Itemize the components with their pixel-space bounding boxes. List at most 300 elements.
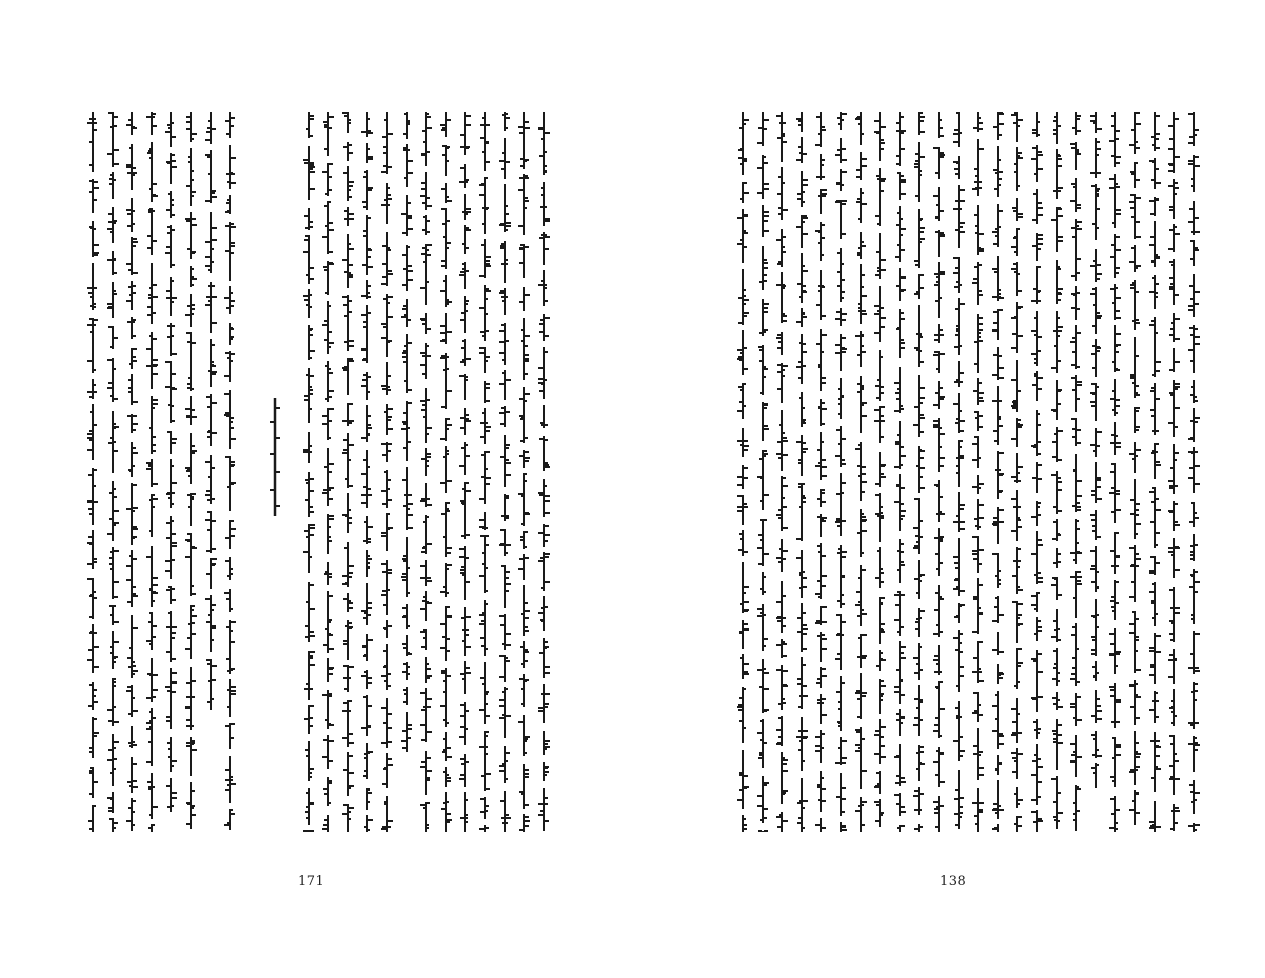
- script-word: [480, 408, 490, 444]
- script-word: [186, 266, 196, 287]
- script-word: [934, 147, 944, 179]
- right-page-text-column: [1091, 112, 1101, 792]
- script-word: [1169, 380, 1179, 437]
- script-word: [856, 727, 866, 789]
- script-word: [382, 404, 392, 435]
- script-word: [402, 195, 412, 236]
- script-word: [895, 793, 905, 816]
- script-word: [856, 797, 866, 832]
- script-word: [186, 294, 196, 327]
- script-word: [519, 585, 529, 636]
- script-word: [856, 331, 866, 367]
- script-word: [500, 614, 510, 650]
- script-word: [382, 112, 392, 174]
- script-word: [1110, 379, 1120, 416]
- script-word: [875, 350, 885, 401]
- script-word: [382, 644, 392, 690]
- script-word: [1012, 147, 1022, 191]
- script-word: [777, 363, 787, 403]
- script-word: [225, 112, 235, 138]
- script-word: [738, 562, 748, 613]
- script-word: [836, 614, 846, 670]
- script-word: [225, 589, 235, 612]
- script-word: [856, 152, 866, 180]
- script-word: [973, 499, 983, 530]
- script-word: [382, 470, 392, 508]
- script-word: [362, 788, 372, 810]
- script-word: [539, 182, 549, 226]
- script-word: [108, 207, 118, 243]
- script-word: [225, 195, 235, 214]
- script-word: [421, 215, 431, 235]
- script-word: [362, 516, 372, 544]
- script-word: [1169, 313, 1179, 342]
- script-word: [797, 435, 807, 476]
- script-word: [758, 831, 768, 832]
- script-word: [993, 112, 1003, 140]
- script-word: [304, 208, 314, 230]
- script-word: [362, 405, 372, 442]
- script-word: [914, 375, 924, 437]
- script-word: [147, 773, 157, 819]
- script-word: [323, 815, 333, 832]
- script-word: [1091, 287, 1101, 334]
- script-word: [1169, 804, 1179, 831]
- script-word: [147, 546, 157, 607]
- script-word: [816, 606, 826, 625]
- script-word: [166, 191, 176, 218]
- script-word: [304, 830, 314, 832]
- script-word: [225, 679, 235, 717]
- script-word: [127, 550, 137, 607]
- script-word: [127, 144, 137, 190]
- script-word: [1071, 325, 1081, 369]
- script-word: [1110, 683, 1120, 728]
- script-word: [323, 777, 333, 806]
- script-word: [421, 591, 431, 621]
- script-word: [362, 215, 372, 275]
- script-word: [1189, 736, 1199, 772]
- script-word: [343, 700, 353, 747]
- script-word: [914, 112, 924, 135]
- script-word: [1071, 142, 1081, 170]
- script-word: [875, 597, 885, 644]
- script-word: [460, 374, 470, 400]
- script-word: [875, 799, 885, 827]
- script-word: [127, 112, 137, 135]
- right-page-text-column: [993, 112, 1003, 832]
- script-word: [1150, 556, 1160, 575]
- script-word: [1012, 490, 1022, 541]
- script-word: [993, 347, 1003, 380]
- script-word: [323, 201, 333, 254]
- script-word: [1052, 380, 1062, 420]
- script-word: [836, 378, 846, 419]
- script-word: [1012, 787, 1022, 808]
- script-word: [1169, 224, 1179, 252]
- script-word: [816, 489, 826, 507]
- script-word: [816, 222, 826, 261]
- script-word: [856, 509, 866, 557]
- script-word: [993, 309, 1003, 340]
- script-word: [954, 361, 964, 387]
- script-word: [147, 612, 157, 650]
- script-word: [895, 367, 905, 413]
- script-word: [777, 665, 787, 710]
- script-word: [1189, 408, 1199, 442]
- script-word: [402, 537, 412, 597]
- script-word: [519, 318, 529, 380]
- script-word: [856, 188, 866, 223]
- script-word: [382, 560, 392, 615]
- script-word: [186, 667, 196, 730]
- script-word: [166, 778, 176, 812]
- script-word: [797, 334, 807, 384]
- script-word: [836, 737, 846, 765]
- script-word: [1091, 731, 1101, 758]
- script-word: [954, 538, 964, 596]
- script-word: [127, 685, 137, 717]
- script-word: [954, 156, 964, 179]
- right-page-text-column: [797, 112, 807, 832]
- script-word: [836, 676, 846, 731]
- script-word: [127, 798, 137, 831]
- script-word: [1110, 796, 1120, 832]
- script-word: [402, 712, 412, 752]
- script-word: [500, 687, 510, 738]
- script-word: [108, 251, 118, 275]
- left-page-text-column: [519, 112, 529, 832]
- script-word: [186, 493, 196, 526]
- script-word: [343, 804, 353, 832]
- script-word: [1110, 580, 1120, 620]
- script-word: [777, 167, 787, 220]
- script-word: [166, 361, 176, 423]
- script-word: [166, 153, 176, 184]
- script-word: [856, 442, 866, 501]
- script-word: [1012, 648, 1022, 689]
- script-word: [993, 256, 1003, 301]
- script-word: [108, 631, 118, 669]
- script-word: [88, 530, 98, 569]
- script-word: [1189, 502, 1199, 527]
- script-word: [1071, 785, 1081, 831]
- right-page-text-column: [1169, 112, 1179, 832]
- script-word: [1071, 219, 1081, 281]
- script-word: [973, 262, 983, 305]
- script-word: [225, 145, 235, 189]
- script-word: [934, 324, 944, 343]
- script-word: [816, 514, 826, 537]
- script-word: [797, 778, 807, 832]
- script-word: [1150, 317, 1160, 377]
- script-word: [1071, 623, 1081, 686]
- script-word: [304, 788, 314, 825]
- script-word: [402, 467, 412, 530]
- script-word: [500, 184, 510, 232]
- script-word: [816, 667, 826, 688]
- script-word: [343, 665, 353, 692]
- script-word: [1189, 201, 1199, 235]
- script-word: [421, 172, 431, 210]
- script-word: [1169, 587, 1179, 642]
- script-word: [480, 662, 490, 724]
- script-word: [875, 493, 885, 542]
- script-word: [500, 241, 510, 283]
- script-word: [343, 620, 353, 660]
- script-word: [500, 138, 510, 179]
- script-word: [836, 334, 846, 371]
- script-word: [460, 792, 470, 832]
- script-word: [460, 482, 470, 539]
- script-word: [777, 410, 787, 471]
- script-word: [362, 583, 372, 625]
- script-word: [777, 639, 787, 658]
- script-word: [460, 702, 470, 745]
- script-word: [1071, 519, 1081, 564]
- script-word: [225, 351, 235, 382]
- script-word: [480, 600, 490, 656]
- script-word: [539, 552, 549, 591]
- script-word: [382, 753, 392, 788]
- script-word: [519, 174, 529, 235]
- right-page-text-column: [914, 112, 924, 832]
- script-word: [441, 502, 451, 557]
- script-word: [856, 565, 866, 626]
- script-word: [758, 719, 768, 768]
- script-word: [836, 822, 846, 832]
- right-page-text-column: [816, 112, 826, 832]
- script-word: [441, 208, 451, 269]
- script-word: [186, 433, 196, 484]
- script-word: [1189, 823, 1199, 832]
- script-word: [539, 405, 549, 428]
- script-word: [738, 209, 748, 263]
- script-word: [993, 596, 1003, 623]
- script-word: [816, 694, 826, 724]
- script-word: [1032, 617, 1042, 641]
- script-word: [382, 620, 392, 638]
- script-word: [993, 664, 1003, 684]
- script-word: [421, 343, 431, 379]
- script-word: [127, 198, 137, 232]
- script-word: [954, 440, 964, 487]
- script-word: [973, 728, 983, 780]
- script-word: [206, 455, 216, 504]
- script-word: [108, 172, 118, 199]
- left-page-text-column: [166, 112, 176, 812]
- script-word: [993, 553, 1003, 588]
- script-word: [402, 687, 412, 705]
- script-word: [186, 782, 196, 829]
- script-word: [914, 787, 924, 815]
- script-word: [1032, 744, 1042, 805]
- script-word: [382, 183, 392, 224]
- script-word: [934, 381, 944, 409]
- script-word: [1091, 510, 1101, 540]
- script-word: [816, 154, 826, 180]
- script-word: [1052, 149, 1062, 199]
- left-page-text-column: [304, 112, 314, 832]
- script-word: [460, 442, 470, 475]
- script-word: [539, 479, 549, 517]
- right-page-text-column: [856, 112, 866, 832]
- script-word: [441, 418, 451, 441]
- script-word: [895, 268, 905, 301]
- script-word: [304, 146, 314, 200]
- script-word: [856, 112, 866, 145]
- script-word: [441, 732, 451, 761]
- script-word: [166, 459, 176, 508]
- script-word: [206, 558, 216, 589]
- script-word: [777, 229, 787, 267]
- script-word: [147, 142, 157, 202]
- script-word: [836, 248, 846, 302]
- script-word: [856, 264, 866, 324]
- script-word: [1012, 262, 1022, 296]
- script-word: [166, 431, 176, 454]
- script-word: [934, 230, 944, 257]
- right-page: [633, 0, 1265, 978]
- script-word: [914, 560, 924, 599]
- script-word: [500, 435, 510, 487]
- script-word: [1052, 776, 1062, 829]
- left-page: [0, 0, 632, 978]
- script-word: [1110, 234, 1120, 278]
- script-word: [225, 620, 235, 674]
- script-word: [421, 448, 431, 476]
- script-word: [1110, 284, 1120, 320]
- script-word: [1150, 112, 1160, 151]
- left-page-text-column: [323, 112, 333, 832]
- script-word: [186, 148, 196, 206]
- script-word: [1150, 691, 1160, 723]
- script-word: [895, 744, 905, 786]
- script-word: [1012, 360, 1022, 412]
- script-word: [777, 812, 787, 832]
- script-word: [519, 387, 529, 443]
- right-page-text-column: [973, 112, 983, 832]
- script-word: [738, 495, 748, 525]
- script-word: [519, 287, 529, 311]
- script-word: [797, 603, 807, 652]
- right-page-text-column: [758, 112, 768, 832]
- script-word: [225, 557, 235, 580]
- script-word: [934, 796, 944, 832]
- script-word: [1130, 790, 1140, 825]
- script-word: [480, 381, 490, 403]
- script-word: [1150, 197, 1160, 216]
- script-word: [1032, 311, 1042, 366]
- script-word: [88, 578, 98, 619]
- script-word: [343, 593, 353, 612]
- script-word: [127, 483, 137, 545]
- script-word: [304, 325, 314, 360]
- script-word: [875, 406, 885, 443]
- script-word: [1012, 198, 1022, 221]
- script-word: [738, 112, 748, 175]
- script-word: [460, 408, 470, 435]
- script-word: [225, 456, 235, 511]
- script-word: [973, 139, 983, 196]
- script-word: [402, 604, 412, 629]
- script-word: [147, 332, 157, 389]
- script-word: [421, 560, 431, 586]
- script-word: [382, 442, 392, 462]
- left-page-text-column: [500, 112, 510, 832]
- script-word: [797, 308, 807, 327]
- script-word: [460, 262, 470, 289]
- script-word: [816, 432, 826, 480]
- script-word: [1130, 245, 1140, 272]
- script-word: [1130, 112, 1140, 154]
- script-word: [1052, 311, 1062, 373]
- script-word: [225, 520, 235, 549]
- script-word: [539, 112, 549, 175]
- script-word: [895, 825, 905, 832]
- script-word: [875, 719, 885, 764]
- script-word: [875, 168, 885, 226]
- script-word: [127, 615, 137, 678]
- script-word: [993, 824, 1003, 832]
- script-word: [1091, 690, 1101, 723]
- script-word: [1032, 650, 1042, 712]
- left-page-text-column: [539, 112, 549, 832]
- script-word: [147, 824, 157, 832]
- script-word: [460, 607, 470, 656]
- script-word: [460, 754, 470, 787]
- script-word: [1071, 178, 1081, 212]
- script-word: [1071, 454, 1081, 512]
- script-word: [1012, 228, 1022, 256]
- script-word: [738, 687, 748, 743]
- script-word: [1012, 547, 1022, 594]
- script-word: [480, 825, 490, 832]
- script-word: [304, 582, 314, 642]
- left-page-text-column: [382, 112, 392, 832]
- script-word: [147, 459, 157, 487]
- script-word: [441, 446, 451, 493]
- script-word: [973, 378, 983, 405]
- script-word: [362, 112, 372, 137]
- script-word: [421, 515, 431, 554]
- script-word: [382, 796, 392, 832]
- script-word: [382, 362, 392, 395]
- section-heading-script: [268, 398, 282, 516]
- script-word: [1012, 601, 1022, 643]
- script-word: [914, 305, 924, 367]
- script-word: [343, 234, 353, 288]
- script-word: [934, 480, 944, 522]
- script-word: [1032, 501, 1042, 526]
- script-word: [343, 207, 353, 226]
- script-word: [343, 542, 353, 587]
- script-word: [1150, 221, 1160, 267]
- script-word: [1150, 801, 1160, 832]
- script-word: [166, 225, 176, 268]
- script-word: [875, 112, 885, 161]
- script-word: [460, 546, 470, 600]
- script-word: [973, 692, 983, 722]
- script-word: [1091, 661, 1101, 681]
- script-word: [1169, 649, 1179, 684]
- script-word: [1071, 735, 1081, 777]
- script-word: [402, 401, 412, 461]
- script-word: [777, 112, 787, 162]
- script-word: [738, 750, 748, 809]
- script-word: [1091, 138, 1101, 178]
- script-word: [1169, 179, 1179, 219]
